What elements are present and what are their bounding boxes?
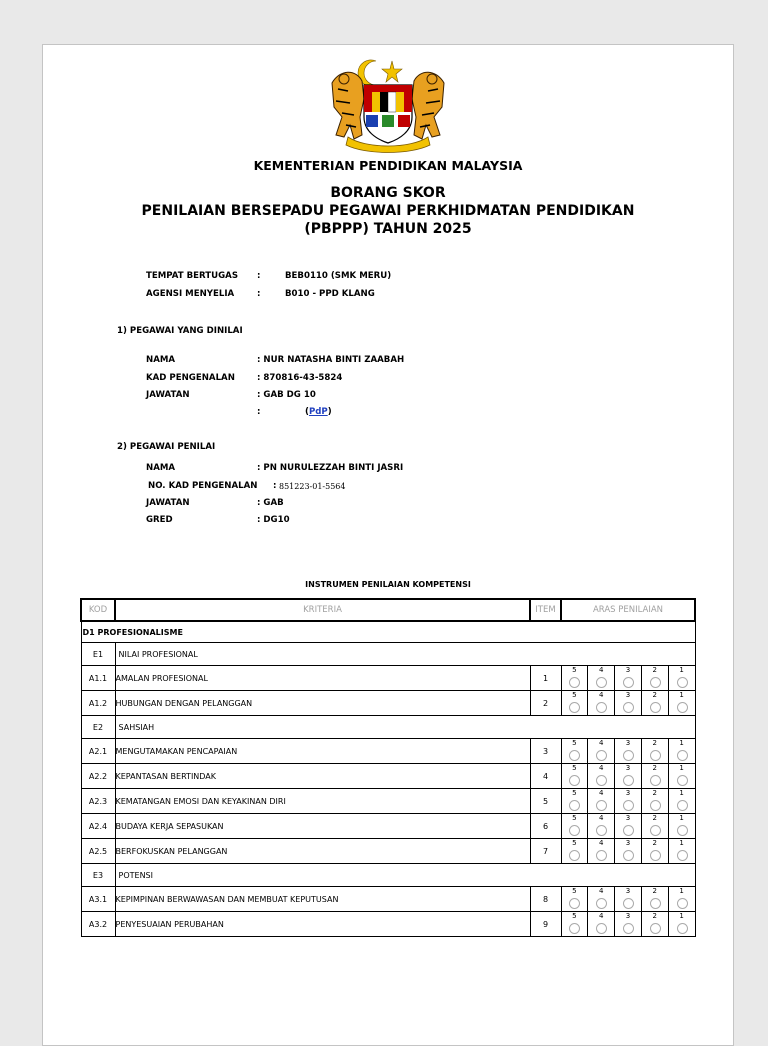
rating-option: [562, 912, 588, 936]
rating-option: [562, 887, 588, 911]
rating-radio[interactable]: [677, 825, 688, 836]
rating-radio[interactable]: [569, 750, 580, 761]
officer-kp-label: KAD PENGENALAN: [146, 373, 235, 383]
agensi-menyelia-value: B010 - PPD KLANG: [285, 289, 375, 299]
rating-option: [668, 666, 695, 690]
row-kriteria: MENGUTAMAKAN PENCAPAIAN: [115, 739, 530, 764]
domain-row: [81, 621, 695, 643]
rating-value: 4: [598, 739, 604, 747]
rating-group: [562, 814, 695, 838]
rating-option: [641, 814, 668, 838]
rating-value: 3: [625, 814, 631, 822]
rating-option: [562, 839, 588, 863]
rating-option: [641, 912, 668, 936]
rating-option: [587, 764, 614, 788]
rating-option: [562, 814, 588, 838]
rating-radio[interactable]: [569, 898, 580, 909]
rating-option: [614, 691, 641, 715]
rating-radio[interactable]: [569, 702, 580, 713]
section-pegawai-dinilai: 1) PEGAWAI YANG DINILAI: [117, 326, 243, 336]
rating-value: 3: [625, 764, 631, 772]
rating-option: [668, 739, 695, 763]
element-row-e1: [81, 643, 695, 666]
rating-option: [668, 789, 695, 813]
form-subtitle: PENILAIAN BERSEPADU PEGAWAI PERKHIDMATAN PENDIDIKAN: [141, 203, 635, 219]
rating-option: [587, 739, 614, 763]
competency-table: [80, 598, 696, 937]
header-kriteria: KRITERIA: [115, 599, 530, 621]
rating-option: [562, 666, 588, 690]
rating-radio[interactable]: [623, 702, 634, 713]
rating-option: [641, 839, 668, 863]
rating-value: 5: [572, 789, 577, 797]
rating-group: [562, 912, 695, 936]
rating-value: 2: [652, 666, 658, 674]
rating-value: 1: [679, 691, 684, 699]
rating-radio[interactable]: [569, 850, 580, 861]
rating-value: 1: [679, 814, 684, 822]
rating-value: 2: [652, 912, 658, 920]
rating-option: [641, 887, 668, 911]
row-item: 1: [530, 666, 561, 691]
instrument-title: INSTRUMEN PENILAIAN KOMPETENSI: [305, 580, 471, 589]
form-title: BORANG SKOR: [330, 185, 446, 201]
rating-cell: [561, 839, 695, 864]
officer-extra-colon: :: [257, 407, 261, 417]
element-label: SAHSIAH: [115, 716, 695, 739]
rating-radio[interactable]: [596, 775, 607, 786]
rating-option: [614, 912, 641, 936]
row-kod: A2.2: [81, 764, 115, 789]
element-label: NILAI PROFESIONAL: [115, 643, 695, 666]
tempat-bertugas-label: TEMPAT BERTUGAS: [146, 271, 239, 281]
rating-option: [587, 789, 614, 813]
rating-option: [562, 739, 588, 763]
rating-option: [614, 814, 641, 838]
rating-option: [587, 887, 614, 911]
row-kod: A2.3: [81, 789, 115, 814]
rating-value: 5: [572, 739, 577, 747]
tempat-colon: :: [257, 271, 261, 281]
rating-radio[interactable]: [650, 800, 661, 811]
rating-value: 3: [625, 691, 631, 699]
rating-radio[interactable]: [650, 898, 661, 909]
rating-option: [641, 691, 668, 715]
rating-radio[interactable]: [596, 923, 607, 934]
rating-radio[interactable]: [569, 775, 580, 786]
rating-radio[interactable]: [677, 750, 688, 761]
row-kod: A1.2: [81, 691, 115, 716]
rating-option: [562, 691, 588, 715]
rating-radio[interactable]: [569, 923, 580, 934]
evaluator-kp-label: NO. KAD PENGENALAN: [148, 481, 258, 491]
element-kod: E1: [81, 643, 115, 666]
rating-value: 1: [679, 839, 684, 847]
rating-radio[interactable]: [623, 750, 634, 761]
rating-radio[interactable]: [596, 750, 607, 761]
officer-jawatan-value: : GAB DG 10: [257, 390, 316, 400]
rating-option: [562, 789, 588, 813]
rating-group: [562, 839, 695, 863]
rating-value: 5: [572, 814, 577, 822]
rating-value: 2: [652, 691, 658, 699]
rating-value: 2: [652, 887, 658, 895]
rating-radio[interactable]: [596, 850, 607, 861]
rating-radio[interactable]: [677, 923, 688, 934]
rating-option: [668, 912, 695, 936]
rating-value: 4: [598, 912, 604, 920]
rating-option: [587, 666, 614, 690]
rating-radio[interactable]: [623, 825, 634, 836]
row-item: 3: [530, 739, 561, 764]
rating-radio[interactable]: [677, 702, 688, 713]
rating-option: [587, 912, 614, 936]
evaluator-jawatan-value: : GAB: [257, 498, 284, 508]
header-item: ITEM: [530, 599, 561, 621]
rating-option: [668, 764, 695, 788]
row-kriteria: BUDAYA KERJA SEPASUKAN: [115, 814, 530, 839]
rating-option: [614, 789, 641, 813]
rating-value: 5: [572, 839, 577, 847]
header-kod: KOD: [81, 599, 115, 621]
rating-cell: [561, 814, 695, 839]
rating-radio[interactable]: [569, 825, 580, 836]
rating-value: 3: [625, 887, 631, 895]
pdp-close: ): [327, 407, 332, 417]
pdp-open: (: [305, 407, 309, 417]
rating-option: [668, 691, 695, 715]
row-kriteria: AMALAN PROFESIONAL: [115, 666, 530, 691]
rating-radio[interactable]: [623, 677, 634, 688]
row-item: 4: [530, 764, 561, 789]
agensi-menyelia-label: AGENSI MENYELIA: [146, 289, 235, 299]
rating-radio[interactable]: [623, 923, 634, 934]
table-row: [81, 739, 695, 764]
row-item: 2: [530, 691, 561, 716]
table-row: [81, 789, 695, 814]
rating-radio[interactable]: [650, 923, 661, 934]
rating-group: [562, 739, 695, 763]
rating-option: [587, 839, 614, 863]
row-kriteria: KEPIMPINAN BERWAWASAN DAN MEMBUAT KEPUTUSAN: [115, 887, 530, 912]
rating-option: [668, 839, 695, 863]
rating-radio[interactable]: [596, 677, 607, 688]
rating-value: 4: [598, 691, 604, 699]
rating-radio[interactable]: [596, 825, 607, 836]
rating-value: 5: [572, 764, 577, 772]
rating-radio[interactable]: [623, 898, 634, 909]
rating-value: 3: [625, 739, 631, 747]
element-row-e3: [81, 864, 695, 887]
rating-value: 4: [598, 887, 604, 895]
rating-radio[interactable]: [596, 800, 607, 811]
rating-radio[interactable]: [677, 677, 688, 688]
evaluator-nama-label: NAMA: [146, 463, 176, 473]
row-item: 6: [530, 814, 561, 839]
rating-value: 1: [679, 912, 684, 920]
evaluator-kp-value: 851223-01-5564: [279, 482, 346, 491]
element-kod: E3: [81, 864, 115, 887]
rating-value: 1: [679, 887, 684, 895]
rating-value: 2: [652, 814, 658, 822]
rating-cell: [561, 691, 695, 716]
rating-cell: [561, 739, 695, 764]
evaluator-jawatan-label: JAWATAN: [146, 498, 190, 508]
rating-cell: [561, 887, 695, 912]
rating-radio[interactable]: [623, 850, 634, 861]
rating-cell: [561, 789, 695, 814]
rating-value: 2: [652, 839, 658, 847]
row-kriteria: PENYESUAIAN PERUBAHAN: [115, 912, 530, 937]
rating-value: 1: [679, 764, 684, 772]
rating-value: 5: [572, 887, 577, 895]
rating-radio[interactable]: [677, 850, 688, 861]
rating-group: [562, 789, 695, 813]
form-page: [42, 44, 734, 1046]
rating-value: 1: [679, 666, 684, 674]
rating-option: [614, 739, 641, 763]
row-kod: A2.4: [81, 814, 115, 839]
rating-option: [587, 814, 614, 838]
rating-radio[interactable]: [650, 825, 661, 836]
table-row: [81, 912, 695, 937]
pdp-link[interactable]: PdP: [308, 407, 328, 417]
row-item: 8: [530, 887, 561, 912]
table-row: [81, 814, 695, 839]
domain-label: D1 PROFESIONALISME: [81, 621, 695, 643]
rating-value: 1: [679, 739, 684, 747]
section-pegawai-penilai: 2) PEGAWAI PENILAI: [117, 442, 216, 452]
header-aras: ARAS PENILAIAN: [561, 599, 695, 621]
rating-cell: [561, 666, 695, 691]
rating-option: [614, 887, 641, 911]
rating-value: 3: [625, 789, 631, 797]
rating-group: [562, 666, 695, 690]
rating-radio[interactable]: [623, 775, 634, 786]
table-header-row: [81, 599, 695, 621]
row-kod: A3.2: [81, 912, 115, 937]
rating-radio[interactable]: [650, 750, 661, 761]
row-kriteria: BERFOKUSKAN PELANGGAN: [115, 839, 530, 864]
rating-option: [641, 666, 668, 690]
rating-option: [614, 666, 641, 690]
rating-value: 4: [598, 839, 604, 847]
officer-kp-value: : 870816-43-5824: [257, 373, 343, 383]
rating-value: 1: [679, 789, 684, 797]
rating-radio[interactable]: [596, 898, 607, 909]
form-year: (PBPPP) TAHUN 2025: [304, 221, 472, 237]
table-row: [81, 764, 695, 789]
row-kod: A2.1: [81, 739, 115, 764]
rating-option: [641, 739, 668, 763]
rating-value: 4: [598, 666, 604, 674]
officer-nama-value: : NUR NATASHA BINTI ZAABAH: [257, 355, 405, 365]
rating-cell: [561, 764, 695, 789]
rating-radio[interactable]: [623, 800, 634, 811]
rating-option: [587, 691, 614, 715]
rating-radio[interactable]: [677, 775, 688, 786]
rating-option: [562, 764, 588, 788]
rating-value: 5: [572, 666, 577, 674]
table-row: [81, 666, 695, 691]
officer-pdp: [305, 407, 332, 417]
rating-group: [562, 691, 695, 715]
evaluator-kp-colon: :: [273, 481, 277, 491]
rating-radio[interactable]: [650, 775, 661, 786]
rating-radio[interactable]: [569, 677, 580, 688]
evaluator-gred-label: GRED: [146, 515, 173, 525]
rating-radio[interactable]: [650, 677, 661, 688]
rating-value: 4: [598, 814, 604, 822]
officer-nama-label: NAMA: [146, 355, 176, 365]
row-item: 9: [530, 912, 561, 937]
row-kod: A2.5: [81, 839, 115, 864]
row-kriteria: HUBUNGAN DENGAN PELANGGAN: [115, 691, 530, 716]
row-kriteria: KEPANTASAN BERTINDAK: [115, 764, 530, 789]
rating-value: 4: [598, 764, 604, 772]
row-item: 7: [530, 839, 561, 864]
rating-option: [614, 764, 641, 788]
element-row-e2: [81, 716, 695, 739]
rating-group: [562, 887, 695, 911]
rating-value: 3: [625, 839, 631, 847]
rating-radio[interactable]: [650, 850, 661, 861]
rating-value: 5: [572, 691, 577, 699]
rating-value: 5: [572, 912, 577, 920]
rating-radio[interactable]: [596, 702, 607, 713]
rating-radio[interactable]: [650, 702, 661, 713]
row-kod: A3.1: [81, 887, 115, 912]
rating-option: [614, 839, 641, 863]
officer-jawatan-label: JAWATAN: [146, 390, 190, 400]
rating-option: [641, 789, 668, 813]
rating-value: 2: [652, 789, 658, 797]
rating-value: 3: [625, 666, 631, 674]
ministry-name: KEMENTERIAN PENDIDIKAN MALAYSIA: [253, 158, 523, 173]
row-item: 5: [530, 789, 561, 814]
rating-value: 4: [598, 789, 604, 797]
element-label: POTENSI: [115, 864, 695, 887]
rating-group: [562, 764, 695, 788]
row-kod: A1.1: [81, 666, 115, 691]
rating-radio[interactable]: [677, 800, 688, 811]
table-row: [81, 839, 695, 864]
evaluator-gred-value: : DG10: [257, 515, 290, 525]
table-row: [81, 691, 695, 716]
rating-value: 3: [625, 912, 631, 920]
row-kriteria: KEMATANGAN EMOSI DAN KEYAKINAN DIRI: [115, 789, 530, 814]
rating-radio[interactable]: [569, 800, 580, 811]
rating-value: 2: [652, 739, 658, 747]
rating-option: [668, 887, 695, 911]
rating-cell: [561, 912, 695, 937]
malaysia-coat-of-arms: [326, 55, 450, 155]
agensi-colon: :: [257, 289, 261, 299]
rating-option: [668, 814, 695, 838]
rating-value: 2: [652, 764, 658, 772]
evaluator-nama-value: : PN NURULEZZAH BINTI JASRI: [257, 463, 404, 473]
tempat-bertugas-value: BEB0110 (SMK MERU): [285, 271, 392, 281]
rating-option: [641, 764, 668, 788]
element-kod: E2: [81, 716, 115, 739]
table-row: [81, 887, 695, 912]
rating-radio[interactable]: [677, 898, 688, 909]
